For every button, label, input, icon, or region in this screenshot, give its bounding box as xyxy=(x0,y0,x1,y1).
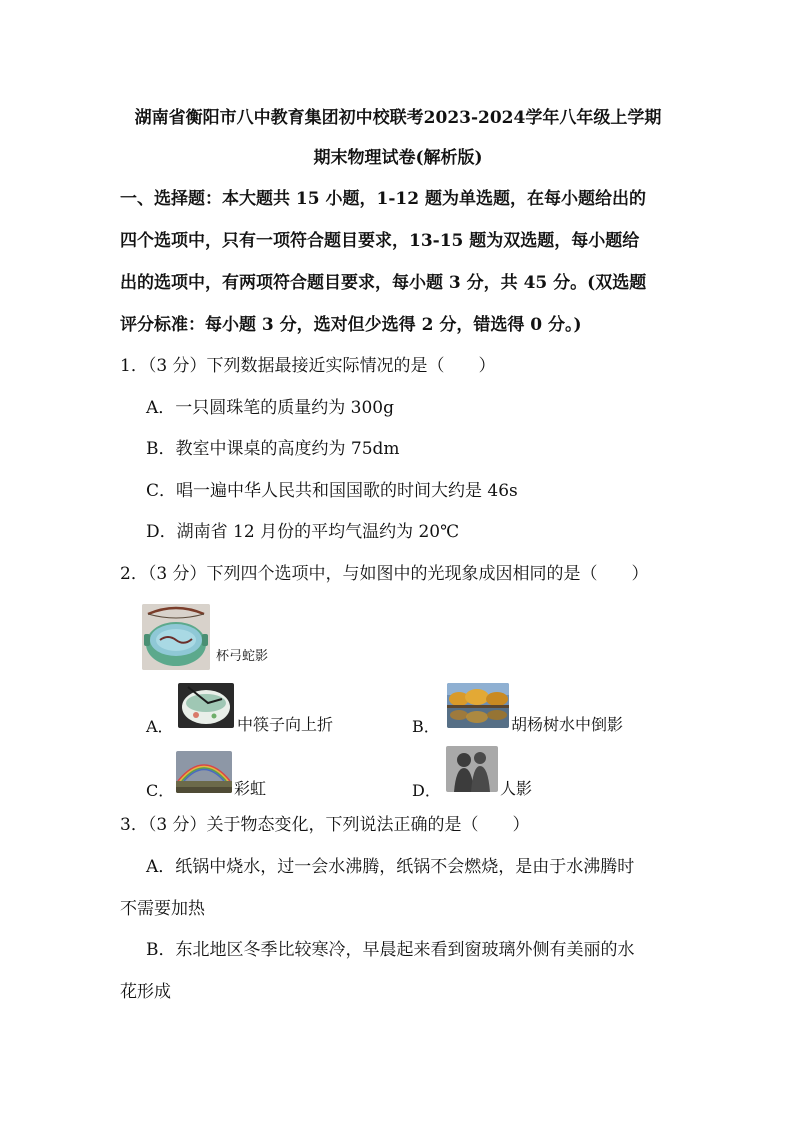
question-3-option-a-line-2: 不需要加热 xyxy=(120,899,205,919)
question-2-option-b-caption: 胡杨树水中倒影 xyxy=(511,715,624,734)
question-2-option-a-caption: 中筷子向上折 xyxy=(237,715,334,734)
question-2-option-c-caption: 彩虹 xyxy=(234,779,267,798)
question-3-option-a-line-1: A．纸锅中烧水，过一会水沸腾，纸锅不会燃烧，是由于水沸腾时 xyxy=(146,857,635,877)
section-instruction-line-1: 一、选择题：本大题共 15 小题，1-12 题为单选题，在每小题给出的 xyxy=(120,189,646,209)
question-2-option-b-letter: B． xyxy=(412,717,440,736)
question-1-stem: 1．（3 分）下列数据最接近实际情况的是（ ） xyxy=(120,356,496,376)
rainbow-image xyxy=(176,751,232,793)
question-1-option-c: C．唱一遍中华人民共和国国歌的时间大约是 46s xyxy=(146,481,518,501)
question-2-option-a-letter: A． xyxy=(146,717,174,736)
question-2-option-c-letter: C． xyxy=(146,781,175,800)
question-1-option-b: B．教室中课桌的高度约为 75dm xyxy=(146,439,400,459)
section-instruction-line-3: 出的选项中，有两项符合题目要求，每小题 3 分，共 45 分。(双选题 xyxy=(120,273,647,293)
page-title-line-2: 期末物理试卷(解析版) xyxy=(313,148,483,168)
poplar-reflection-image xyxy=(447,683,509,728)
question-1-option-d: D．湖南省 12 月份的平均气温约为 20℃ xyxy=(146,522,460,542)
chopsticks-in-bowl-image xyxy=(178,683,234,728)
human-shadow-image xyxy=(446,746,498,792)
page-title-line-1: 湖南省衡阳市八中教育集团初中校联考2023-2024学年八年级上学期 xyxy=(134,108,662,128)
bow-in-cup-image xyxy=(142,604,210,670)
figure-caption: 杯弓蛇影 xyxy=(216,649,269,664)
section-instruction-line-4: 评分标准：每小题 3 分，选对但少选得 2 分，错选得 0 分。) xyxy=(120,315,582,335)
question-3-option-b-line-2: 花形成 xyxy=(120,982,171,1002)
question-3-option-b-line-1: B．东北地区冬季比较寒冷，早晨起来看到窗玻璃外侧有美丽的水 xyxy=(146,940,635,960)
question-1-option-a: A．一只圆珠笔的质量约为 300g xyxy=(146,398,395,418)
question-2-option-d-letter: D． xyxy=(412,781,441,800)
question-2-option-d-caption: 人影 xyxy=(500,779,533,798)
question-2-stem: 2．（3 分）下列四个选项中，与如图中的光现象成因相同的是（ ） xyxy=(120,564,649,584)
section-instruction-line-2: 四个选项中，只有一项符合题目要求，13-15 题为双选题，每小题给 xyxy=(120,231,640,251)
question-3-stem: 3．（3 分）关于物态变化，下列说法正确的是（ ） xyxy=(120,815,530,835)
